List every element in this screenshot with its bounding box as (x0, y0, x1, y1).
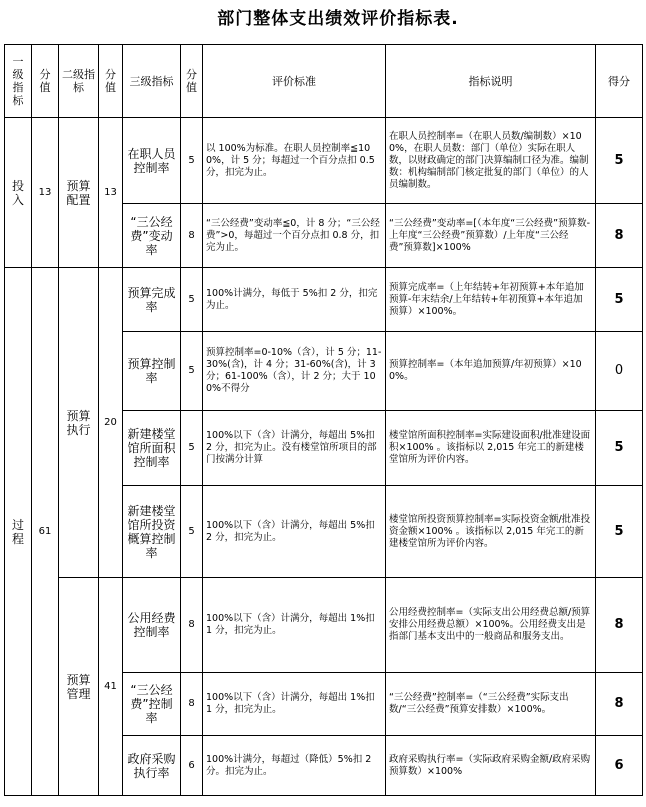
indicator-points: 6 (181, 736, 203, 796)
header-level2: 二级指标 (59, 45, 99, 118)
indicator-name: 在职人员控制率 (123, 118, 181, 204)
group-score-process: 61 (32, 268, 59, 796)
indicator-criteria: “三公经费”变动率≦0，计 8 分；“三公经费”>0，每超过一个百分点扣 0.8 分，扣完为止。 (203, 204, 386, 268)
subgroup-score-execution: 20 (99, 268, 123, 578)
indicator-explanation: 楼堂馆所投资预算控制率=实际投资金额/批准投资金额×100% 。该指标以 2,015 年完工的新建楼堂馆所为评价内容。 (386, 486, 596, 578)
indicator-explanation: 预算控制率=（本年追加预算/年初预算）×100%。 (386, 332, 596, 411)
header-score2: 分值 (99, 45, 123, 118)
indicator-explanation: “三公经费”变动率=[（本年度“三公经费”预算数-上年度“三公经费”预算数）/上年度“三公经费”预算数]×100% (386, 204, 596, 268)
header-row (5, 45, 643, 118)
subgroup-name-execution: 预算执行 (59, 268, 99, 578)
subgroup-score-management: 41 (99, 578, 123, 796)
evaluation-table (4, 44, 643, 796)
table-row (5, 578, 643, 673)
indicator-name: 政府采购执行率 (123, 736, 181, 796)
subgroup-name-config: 预算配置 (59, 118, 99, 268)
header-criteria: 评价标准 (203, 45, 386, 118)
indicator-name: 预算控制率 (123, 332, 181, 411)
header-score3: 分值 (181, 45, 203, 118)
indicator-points: 5 (181, 332, 203, 411)
indicator-criteria: 100%以下（含）计满分，每超出 5%扣 2 分，扣完为止。没有楼堂馆所项目的部门按满分计算 (203, 411, 386, 486)
subgroup-name-management: 预算管理 (59, 578, 99, 796)
indicator-score: 5 (596, 118, 643, 204)
indicator-name: 预算完成率 (123, 268, 181, 332)
indicator-points: 5 (181, 268, 203, 332)
indicator-points: 5 (181, 486, 203, 578)
indicator-explanation: 在职人员控制率=（在职人员数/编制数）×100%，在职人员数：部门（单位）实际在职人数，以财政确定的部门决算编制口径为准。编制数：机构编制部门核定批复的部门（单位）的人员编制数。 (386, 118, 596, 204)
indicator-points: 8 (181, 204, 203, 268)
indicator-explanation: 楼堂馆所面积控制率=实际建设面积/批准建设面积×100% 。该指标以 2,015 年完工的新建楼堂馆所为评价内容。 (386, 411, 596, 486)
indicator-score: 5 (596, 268, 643, 332)
header-score1: 分值 (32, 45, 59, 118)
indicator-criteria: 100%以下（含）计满分，每超出 5%扣 2 分，扣完为止。 (203, 486, 386, 578)
group-score-input: 13 (32, 118, 59, 268)
group-name-process: 过程 (5, 268, 32, 796)
indicator-score: 8 (596, 204, 643, 268)
subgroup-score-config: 13 (99, 118, 123, 268)
indicator-name: “三公经费”变动率 (123, 204, 181, 268)
indicator-points: 8 (181, 578, 203, 673)
table-row (5, 118, 643, 204)
indicator-score: 5 (596, 486, 643, 578)
indicator-criteria: 100%计满分，每超过（降低）5%扣 2 分。扣完为止。 (203, 736, 386, 796)
indicator-score: 0 (596, 332, 643, 411)
header-explanation: 指标说明 (386, 45, 596, 118)
indicator-score: 5 (596, 411, 643, 486)
indicator-score: 6 (596, 736, 643, 796)
table-row (5, 268, 643, 332)
header-level1: 一级指标 (5, 45, 32, 118)
header-level3: 三级指标 (123, 45, 181, 118)
indicator-explanation: 公用经费控制率=（实际支出公用经费总额/预算安排公用经费总额）×100%。公用经费支出是指部门基本支出中的一般商品和服务支出。 (386, 578, 596, 673)
indicator-criteria: 预算控制率=0-10%（含），计 5 分；11-30%(含)，计 4 分；31-60%(含)，计 3 分；61-100%（含），计 2 分；大于 100%不得分 (203, 332, 386, 411)
indicator-criteria: 以 100%为标准。在职人员控制率≦100%，计 5 分；每超过一个百分点扣 0.5 分，扣完为止。 (203, 118, 386, 204)
group-name-input: 投入 (5, 118, 32, 268)
indicator-criteria: 100%计满分，每低于 5%扣 2 分，扣完为止。 (203, 268, 386, 332)
indicator-name: “三公经费”控制率 (123, 673, 181, 736)
indicator-score: 8 (596, 578, 643, 673)
indicator-criteria: 100%以下（含）计满分，每超出 1%扣 1 分，扣完为止。 (203, 673, 386, 736)
indicator-criteria: 100%以下（含）计满分，每超出 1%扣 1 分，扣完为止。 (203, 578, 386, 673)
header-result: 得分 (596, 45, 643, 118)
indicator-name: 公用经费控制率 (123, 578, 181, 673)
indicator-explanation: 预算完成率=（上年结转+年初预算+本年追加预算-年末结余/上年结转+年初预算+本年追加预算）×100%。 (386, 268, 596, 332)
indicator-explanation: “三公经费”控制率=（“三公经费”实际支出数/“三公经费”预算安排数）×100%。 (386, 673, 596, 736)
indicator-score: 8 (596, 673, 643, 736)
indicator-points: 5 (181, 118, 203, 204)
indicator-name: 新建楼堂馆所投资概算控制率 (123, 486, 181, 578)
indicator-name: 新建楼堂馆所面积控制率 (123, 411, 181, 486)
indicator-points: 5 (181, 411, 203, 486)
indicator-explanation: 政府采购执行率=（实际政府采购金额/政府采购预算数）×100% (386, 736, 596, 796)
indicator-points: 8 (181, 673, 203, 736)
page-title: 部门整体支出绩效评价指标表. (217, 9, 459, 29)
